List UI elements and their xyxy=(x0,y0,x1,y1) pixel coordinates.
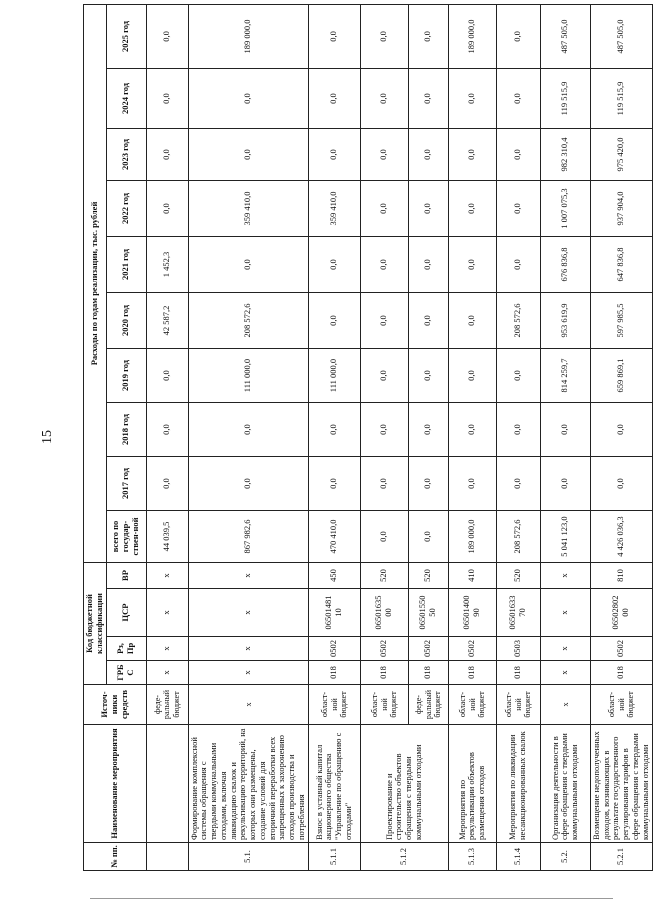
row-year-value: 0,0 xyxy=(448,349,496,403)
row-total: 470 410,0 xyxy=(308,511,360,563)
row-year-value: 0,0 xyxy=(448,237,496,293)
row-year-value: 0,0 xyxy=(360,4,408,68)
row-number: 5.1.4 xyxy=(496,843,540,871)
header-budget-class: Код бюджетной классификации xyxy=(84,563,107,685)
row-rzpr: 0502 xyxy=(308,637,360,661)
header-source: Источ-ники средств xyxy=(84,685,147,725)
row-number: 5.1.3 xyxy=(448,843,496,871)
row-total: 4 426 036,3 xyxy=(590,511,652,563)
row-csr: 06501400 90 xyxy=(448,589,496,637)
row-year-value: 0,0 xyxy=(590,403,652,457)
row-year-value: 0,0 xyxy=(146,181,188,237)
row-year-value: 0,0 xyxy=(496,403,540,457)
row-vr: x xyxy=(540,563,590,589)
row-year-value: 953 619,9 xyxy=(540,293,590,349)
row-year-value: 0,0 xyxy=(448,457,496,511)
row-source: област-ной бюджет xyxy=(496,685,540,725)
row-grbs: x xyxy=(188,661,308,685)
row-source: област-ной бюджет xyxy=(360,685,408,725)
row-name: Проектирование и строительство объектов обращения с твердыми коммунальными отходами xyxy=(360,725,448,843)
row-year-value: 659 869,1 xyxy=(590,349,652,403)
row-year-value: 487 505,0 xyxy=(540,4,590,68)
header-num: № пп. xyxy=(84,843,147,871)
row-year-value: 0,0 xyxy=(146,457,188,511)
row-year-value: 0,0 xyxy=(496,181,540,237)
row-year-value: 0,0 xyxy=(360,69,408,129)
header-total: всего по государ-ствен-ной xyxy=(106,511,146,563)
row-year-value: 676 836,8 xyxy=(540,237,590,293)
row-year-value: 208 572,6 xyxy=(496,293,540,349)
row-name: Возмещение недополученных доходов, возникающих в результате государственного регулирования тарифов в сфере обращения с твердыми коммунальными отходами xyxy=(590,725,652,843)
row-year-value: 0,0 xyxy=(146,4,188,68)
row-number: 5.2. xyxy=(540,843,590,871)
row-number xyxy=(146,843,188,871)
row-year-value: 0,0 xyxy=(408,349,448,403)
row-year-value: 0,0 xyxy=(188,457,308,511)
row-grbs: 018 xyxy=(360,661,408,685)
row-vr: 520 xyxy=(408,563,448,589)
row-year-value: 0,0 xyxy=(496,349,540,403)
header-year: 2018 год xyxy=(106,403,146,457)
row-year-value: 0,0 xyxy=(308,69,360,129)
row-grbs: x xyxy=(540,661,590,685)
row-year-value: 0,0 xyxy=(408,403,448,457)
page-bottom-rule xyxy=(90,898,613,899)
header-year: 2021 год xyxy=(106,237,146,293)
table-row xyxy=(360,4,408,870)
row-name: Формирование комплексной системы обращения с твердыми коммунальными отходами, включая ликвидацию свалок и рекультивацию территорий, на которых они размещены, создание условий для вторичной переработки всех запрещенных к захоронению отходов производства и потребления xyxy=(188,725,308,843)
header-csr: ЦСР xyxy=(106,589,146,637)
budget-table-body xyxy=(146,4,652,870)
row-total: 0,0 xyxy=(408,511,448,563)
row-year-value: 0,0 xyxy=(146,349,188,403)
header-grbs: ГРБ С xyxy=(106,661,146,685)
row-year-value: 0,0 xyxy=(408,129,448,181)
row-number: 5.2.1 xyxy=(590,843,652,871)
header-expenses: Расходы по годам реализации, тыс. рублей xyxy=(84,4,107,562)
header-year: 2017 год xyxy=(106,457,146,511)
row-grbs: 018 xyxy=(448,661,496,685)
row-year-value: 0,0 xyxy=(496,4,540,68)
row-year-value: 0,0 xyxy=(146,403,188,457)
row-year-value: 0,0 xyxy=(146,129,188,181)
row-year-value: 0,0 xyxy=(360,293,408,349)
header-vr: ВР xyxy=(106,563,146,589)
page-number: 15 xyxy=(40,430,55,444)
row-rzpr: x xyxy=(188,637,308,661)
row-year-value: 0,0 xyxy=(448,181,496,237)
row-source: феде-ральный бюджет xyxy=(408,685,448,725)
row-year-value: 0,0 xyxy=(540,457,590,511)
row-year-value: 0,0 xyxy=(496,69,540,129)
row-year-value: 0,0 xyxy=(448,69,496,129)
row-csr: 06501633 70 xyxy=(496,589,540,637)
row-year-value: 0,0 xyxy=(408,4,448,68)
row-year-value: 487 505,0 xyxy=(590,4,652,68)
row-name xyxy=(146,725,188,843)
row-year-value: 0,0 xyxy=(408,69,448,129)
row-csr: x xyxy=(188,589,308,637)
header-name: Наименование мероприятия xyxy=(84,725,147,843)
row-year-value: 0,0 xyxy=(496,237,540,293)
row-year-value: 0,0 xyxy=(496,129,540,181)
row-year-value: 0,0 xyxy=(448,129,496,181)
row-number: 5.1.2 xyxy=(360,843,448,871)
row-name: Взнос в уставный капитал акционерного общества "Управление по обращению с отходами" xyxy=(308,725,360,843)
row-year-value: 0,0 xyxy=(408,293,448,349)
row-year-value: 0,0 xyxy=(360,181,408,237)
row-year-value: 189 000,0 xyxy=(188,4,308,68)
row-vr: x xyxy=(188,563,308,589)
row-year-value: 0,0 xyxy=(188,237,308,293)
row-year-value: 0,0 xyxy=(408,181,448,237)
table-row xyxy=(308,4,360,870)
row-rzpr: 0502 xyxy=(408,637,448,661)
row-csr: 06502802 00 xyxy=(590,589,652,637)
row-total: 5 041 123,0 xyxy=(540,511,590,563)
row-year-value: 814 259,7 xyxy=(540,349,590,403)
row-rzpr: 0502 xyxy=(360,637,408,661)
row-total: 0,0 xyxy=(360,511,408,563)
row-year-value: 111 000,0 xyxy=(188,349,308,403)
row-grbs: 018 xyxy=(590,661,652,685)
row-year-value: 0,0 xyxy=(308,293,360,349)
row-year-value: 0,0 xyxy=(308,129,360,181)
row-rzpr: 0502 xyxy=(590,637,652,661)
row-source: област-ной бюджет xyxy=(448,685,496,725)
table-row xyxy=(540,4,590,870)
row-grbs: x xyxy=(146,661,188,685)
row-number: 5.1.1 xyxy=(308,843,360,871)
row-year-value: 1 007 075,3 xyxy=(540,181,590,237)
budget-table-rotated xyxy=(83,5,650,871)
row-year-value: 359 410,0 xyxy=(308,181,360,237)
header-year: 2019 год xyxy=(106,349,146,403)
header-year: 2022 год xyxy=(106,181,146,237)
row-year-value: 597 985,5 xyxy=(590,293,652,349)
row-total: 44 039,5 xyxy=(146,511,188,563)
row-year-value: 0,0 xyxy=(360,237,408,293)
row-year-value: 0,0 xyxy=(188,129,308,181)
row-number: 5.1. xyxy=(188,843,308,871)
row-name: Организация деятельности в сфере обращения с твердыми коммунальными отходами xyxy=(540,725,590,843)
header-year: 2023 год xyxy=(106,129,146,181)
row-csr: x xyxy=(146,589,188,637)
row-rzpr: x xyxy=(540,637,590,661)
budget-table xyxy=(83,4,653,871)
row-csr: 06501481 10 xyxy=(308,589,360,637)
row-year-value: 0,0 xyxy=(308,403,360,457)
header-rzpr: Рз, Пр xyxy=(106,637,146,661)
row-year-value: 0,0 xyxy=(146,69,188,129)
row-year-value: 111 000,0 xyxy=(308,349,360,403)
row-source: x xyxy=(188,685,308,725)
row-year-value: 0,0 xyxy=(448,293,496,349)
row-csr: 06501635 00 xyxy=(360,589,408,637)
row-year-value: 189 000,0 xyxy=(448,4,496,68)
row-name: Мероприятия по рекультивации объектов размещения отходов xyxy=(448,725,496,843)
row-source: област-ной бюджет xyxy=(590,685,652,725)
row-vr: 410 xyxy=(448,563,496,589)
row-vr: 520 xyxy=(496,563,540,589)
row-year-value: 975 420,0 xyxy=(590,129,652,181)
row-year-value: 0,0 xyxy=(188,69,308,129)
header-year: 2020 год xyxy=(106,293,146,349)
row-vr: x xyxy=(146,563,188,589)
row-year-value: 0,0 xyxy=(308,457,360,511)
row-year-value: 0,0 xyxy=(188,403,308,457)
row-csr: x xyxy=(540,589,590,637)
row-total: 208 572,6 xyxy=(496,511,540,563)
row-year-value: 119 515,9 xyxy=(540,69,590,129)
row-year-value: 0,0 xyxy=(360,349,408,403)
row-year-value: 0,0 xyxy=(590,457,652,511)
row-year-value: 119 515,9 xyxy=(590,69,652,129)
row-year-value: 647 836,8 xyxy=(590,237,652,293)
row-year-value: 0,0 xyxy=(496,457,540,511)
row-total: 189 000,0 xyxy=(448,511,496,563)
table-row xyxy=(448,4,496,870)
row-year-value: 0,0 xyxy=(308,4,360,68)
header-year: 2025 год xyxy=(106,4,146,68)
row-year-value: 0,0 xyxy=(360,457,408,511)
row-source: област-ной бюджет xyxy=(308,685,360,725)
row-total: 867 982,6 xyxy=(188,511,308,563)
row-rzpr: 0503 xyxy=(496,637,540,661)
row-rzpr: x xyxy=(146,637,188,661)
row-vr: 450 xyxy=(308,563,360,589)
row-grbs: 018 xyxy=(408,661,448,685)
header-year: 2024 год xyxy=(106,69,146,129)
row-rzpr: 0502 xyxy=(448,637,496,661)
table-row xyxy=(590,4,652,870)
row-source: x xyxy=(540,685,590,725)
table-row xyxy=(188,4,308,870)
row-name: Мероприятия по ликвидации несанкционированных свалок xyxy=(496,725,540,843)
row-year-value: 42 587,2 xyxy=(146,293,188,349)
row-grbs: 018 xyxy=(496,661,540,685)
row-vr: 520 xyxy=(360,563,408,589)
table-row xyxy=(146,4,188,870)
row-year-value: 0,0 xyxy=(408,237,448,293)
row-year-value: 1 452,3 xyxy=(146,237,188,293)
row-year-value: 208 572,6 xyxy=(188,293,308,349)
row-vr: 810 xyxy=(590,563,652,589)
row-year-value: 0,0 xyxy=(360,129,408,181)
row-year-value: 0,0 xyxy=(308,237,360,293)
row-year-value: 937 904,0 xyxy=(590,181,652,237)
row-csr: 06501550 50 xyxy=(408,589,448,637)
row-year-value: 0,0 xyxy=(408,457,448,511)
row-year-value: 0,0 xyxy=(360,403,408,457)
row-year-value: 359 410,0 xyxy=(188,181,308,237)
row-grbs: 018 xyxy=(308,661,360,685)
row-year-value: 0,0 xyxy=(540,403,590,457)
row-year-value: 0,0 xyxy=(448,403,496,457)
row-source: феде-ральный бюджет xyxy=(146,685,188,725)
table-row xyxy=(496,4,540,870)
row-year-value: 982 310,4 xyxy=(540,129,590,181)
